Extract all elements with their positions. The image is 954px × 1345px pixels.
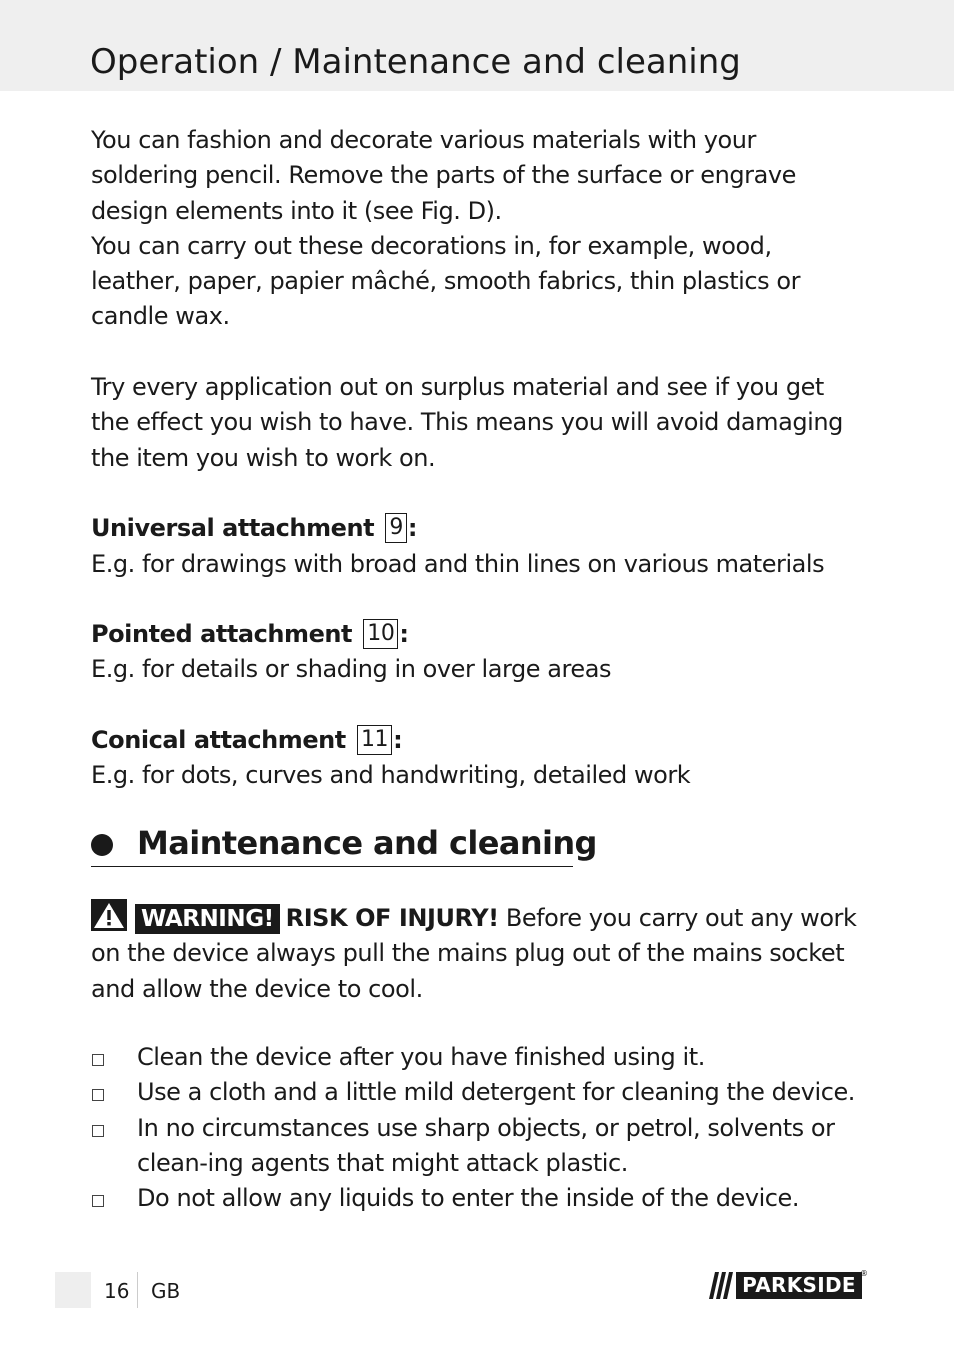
attachment-title: Pointed attachment [91,620,353,649]
main-content [91,123,866,794]
attachment-description: E.g. for details or shading in over large areas [91,655,612,684]
brand-name: PARKSIDE [736,1272,862,1299]
checkbox-bullet-icon [92,1054,104,1066]
list-item [91,1075,866,1110]
page-number: 16 [104,1279,130,1303]
attachment-title: Conical attachment [91,726,346,755]
risk-label: RISK OF INJURY! [285,904,499,932]
footer-marker [55,1272,91,1308]
footer-divider [137,1272,138,1308]
reference-number-box: 11 [357,725,392,755]
cleaning-list [91,1040,866,1216]
list-item [91,1040,866,1075]
page-title: Operation / Maintenance and cleaning [90,42,741,82]
section-heading [91,820,597,867]
list-item-text: In no circumstances use sharp objects, or petrol, solvents or clean-ing agents that might attack plastic. [137,1113,835,1177]
attachment-title: Universal attachment [91,514,375,543]
colon: : [399,620,409,649]
colon: : [407,514,418,543]
intro-paragraph-1: You can fashion and decorate various materials with your soldering pencil. Remove the parts of the surface or engrave design elements into it (see Fig. D). [91,126,796,225]
list-item [91,1111,866,1182]
warning-label: WARNING! [135,904,280,934]
parkside-logo [704,1269,868,1299]
attachment-description: E.g. for drawings with broad and thin lines on various materials [91,549,825,578]
list-item [91,1181,866,1216]
checkbox-bullet-icon [92,1089,104,1101]
list-item-text: Clean the device after you have finished using it. [137,1043,705,1071]
list-item-text: Use a cloth and a little mild detergent for cleaning the device. [137,1078,855,1107]
intro-paragraph-3: Try every application out on surplus material and see if you get the effect you wish to have. This means you will avoid damaging the item you wish to work on. [91,373,843,472]
attachment-description: E.g. for dots, curves and handwriting, detailed work [91,761,691,790]
intro-paragraph-2: You can carry out these decorations in, for example, wood, leather, paper, papier mâché, smooth fabrics, thin plastics or candle wax. [91,231,801,331]
logo-stripes-icon [704,1272,736,1299]
section-title: Maintenance and cleaning [137,824,597,862]
bullet-dot-icon [91,834,113,856]
checkbox-bullet-icon [92,1125,104,1137]
warning-notice [91,899,866,1007]
reference-number-box: 10 [363,619,398,649]
attachment-heading-universal [91,511,866,546]
page-language: GB [151,1279,181,1303]
reference-number-box: 9 [385,513,407,543]
warning-triangle-icon [91,899,127,931]
registered-mark: ® [860,1269,868,1278]
warning-text: Before you carry out any work on the device always pull the mains plug out of the mains socket and allow the device to cool. [91,904,857,1003]
attachment-heading-pointed [91,617,866,652]
checkbox-bullet-icon [92,1195,104,1207]
colon: : [393,726,403,755]
attachment-heading-conical [91,723,866,758]
list-item-text: Do not allow any liquids to enter the inside of the device. [137,1184,800,1213]
